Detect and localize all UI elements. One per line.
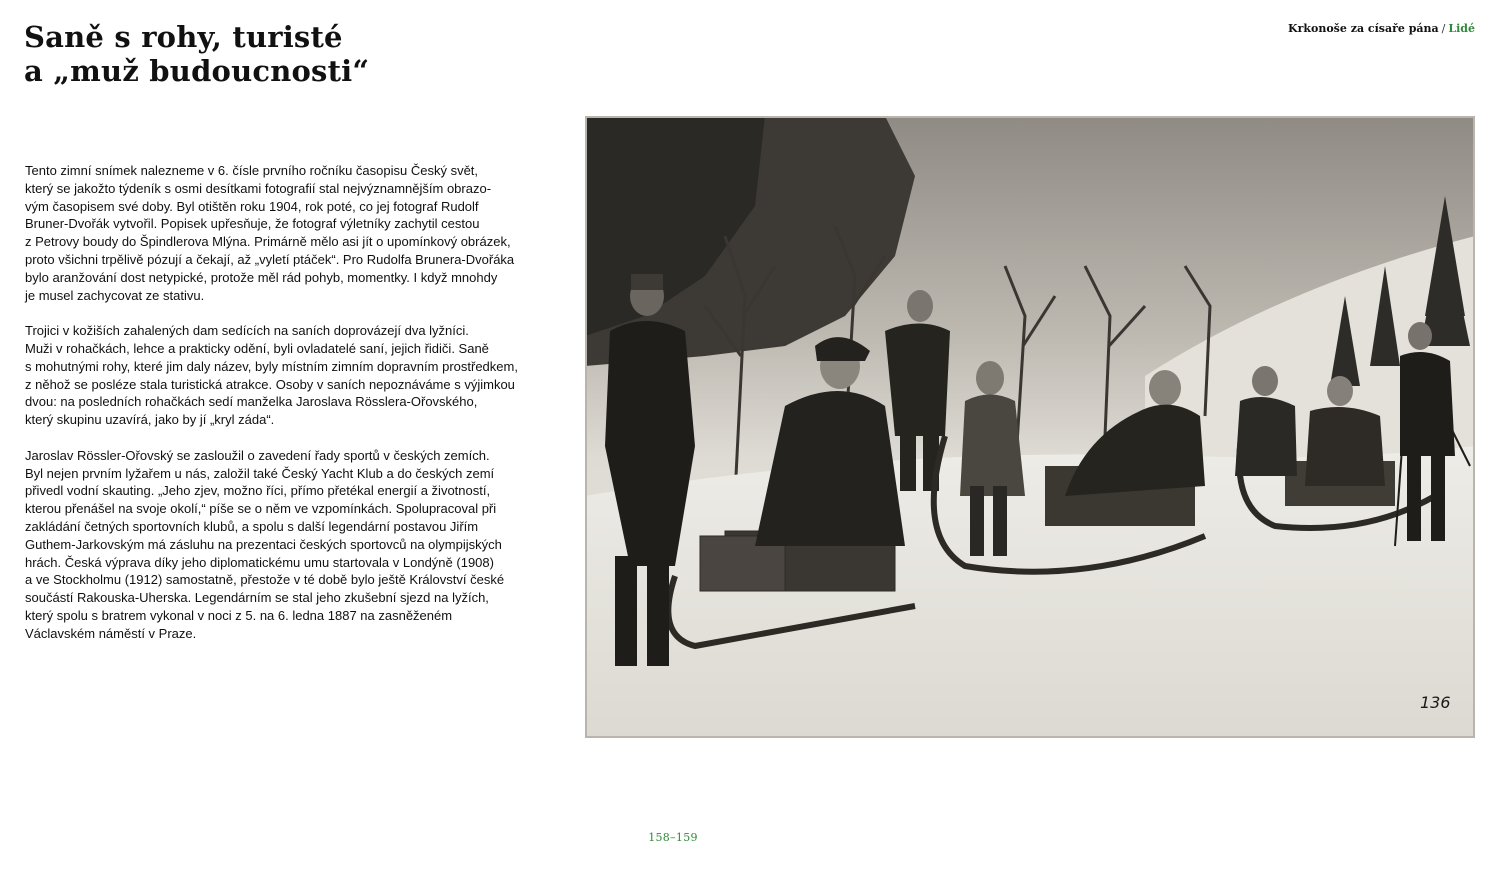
page-title [24, 20, 369, 88]
text-line: Guthem-Jarkovským má zásluhu na prezentaci českých sportovců na olympijských [25, 536, 502, 552]
title-line-2: a „muž budoucnosti“ [24, 54, 370, 88]
text-line: dvou: na posledních rohačkách sedí manželka Jaroslava Rösslera-Ořovského, [25, 394, 478, 410]
paragraph-2 [25, 322, 545, 429]
text-line: kterou přenášel na svoje okolí,“ píše se o něm ve vzpomínkách. Spolupracoval při [25, 501, 497, 517]
header-separator: / [1441, 22, 1446, 35]
running-header [1288, 22, 1475, 35]
text-line: který spolu s bratrem vykonal v noci z 5. na 6. ledna 1887 na zasněženém [25, 607, 453, 623]
text-line: s mohutnými rohy, které jim daly název, byly místním zimním dopravním prostředkem, [25, 358, 518, 374]
text-line: zakládání četných sportovních klubů, a spolu s další legendární postavou Jiřím [25, 518, 479, 534]
title-line-1: Saně s rohy, turisté [24, 20, 343, 54]
section-name: Lidé [1448, 22, 1475, 35]
text-line: který se jakožto týdeník s osmi desítkami fotografií stal nejvýznamnějším obrazo- [25, 180, 492, 196]
historical-photo [585, 116, 1475, 738]
text-line: je musel zachycovat ze stativu. [25, 287, 205, 303]
text-line: Bruner-Dvořák vytvořil. Popisek upřesňuje, že fotograf výletníky zachytil cestou [25, 216, 480, 232]
text-line: a ve Stockholmu (1912) samostatně, přestože v té době bylo ještě Království české [25, 572, 505, 588]
text-line: z Petrovy boudy do Špindlerova Mlýna. Primárně mělo asi jít o upomínkový obrázek, [25, 234, 511, 250]
photo-number-mark: 136 [1420, 693, 1451, 712]
text-line: Byl nejen prvním lyžařem u nás, založil také Český Yacht Klub a do českých zemí [25, 465, 495, 481]
paragraph-3 [25, 447, 545, 643]
text-line: z něhož se posléze stala turistická atrakce. Osoby v saních nepoznáváme s výjimkou [25, 376, 515, 392]
text-line: Jaroslav Rössler-Ořovský se zasloužil o zavedení řady sportů v českých zemích. [25, 447, 490, 463]
text-line: přivedl vodní skauting. „Jeho zjev, možno říci, přímo přetékal energií a životností, [25, 483, 491, 499]
text-line: Muži v rohačkách, lehce a prakticky odění, byli ovladatelé saní, jejich řidiči. Saně [25, 340, 489, 356]
text-line: součástí Rakouska-Uherska. Legendárním se stal jeho zkušební sjezd na lyžích, [25, 590, 489, 606]
article-body [25, 162, 545, 660]
text-line: vým časopisem své doby. Byl otištěn roku 1904, rok poté, co jej fotograf Rudolf [25, 198, 479, 214]
text-line: bylo aranžování dost netypické, protože měl rád pohyb, momentky. I když mnohdy [25, 269, 498, 285]
page-numbers: 158–159 [648, 831, 698, 844]
text-line: hrách. Česká výprava díky jeho diplomatickému umu startovala v Londýně (1908) [25, 554, 494, 570]
book-title: Krkonoše za císaře pána [1288, 22, 1439, 35]
paragraph-1 [25, 162, 545, 304]
photo-illustration [585, 116, 1475, 738]
text-line: Tento zimní snímek nalezneme v 6. čísle prvního ročníku časopisu Český svět, [25, 163, 479, 178]
text-line: Trojici v kožiších zahalených dam sedících na saních doprovázejí dva lyžníci. [25, 323, 469, 339]
text-line: proto všichni trpělivě pózují a čekají, až „vyletí ptáček“. Pro Rudolfa Brunera-Dvořáka [25, 251, 515, 267]
text-line: Václavském náměstí v Praze. [25, 625, 197, 641]
text-line: který skupinu uzavírá, jako by jí „kryl záda“. [25, 412, 275, 428]
